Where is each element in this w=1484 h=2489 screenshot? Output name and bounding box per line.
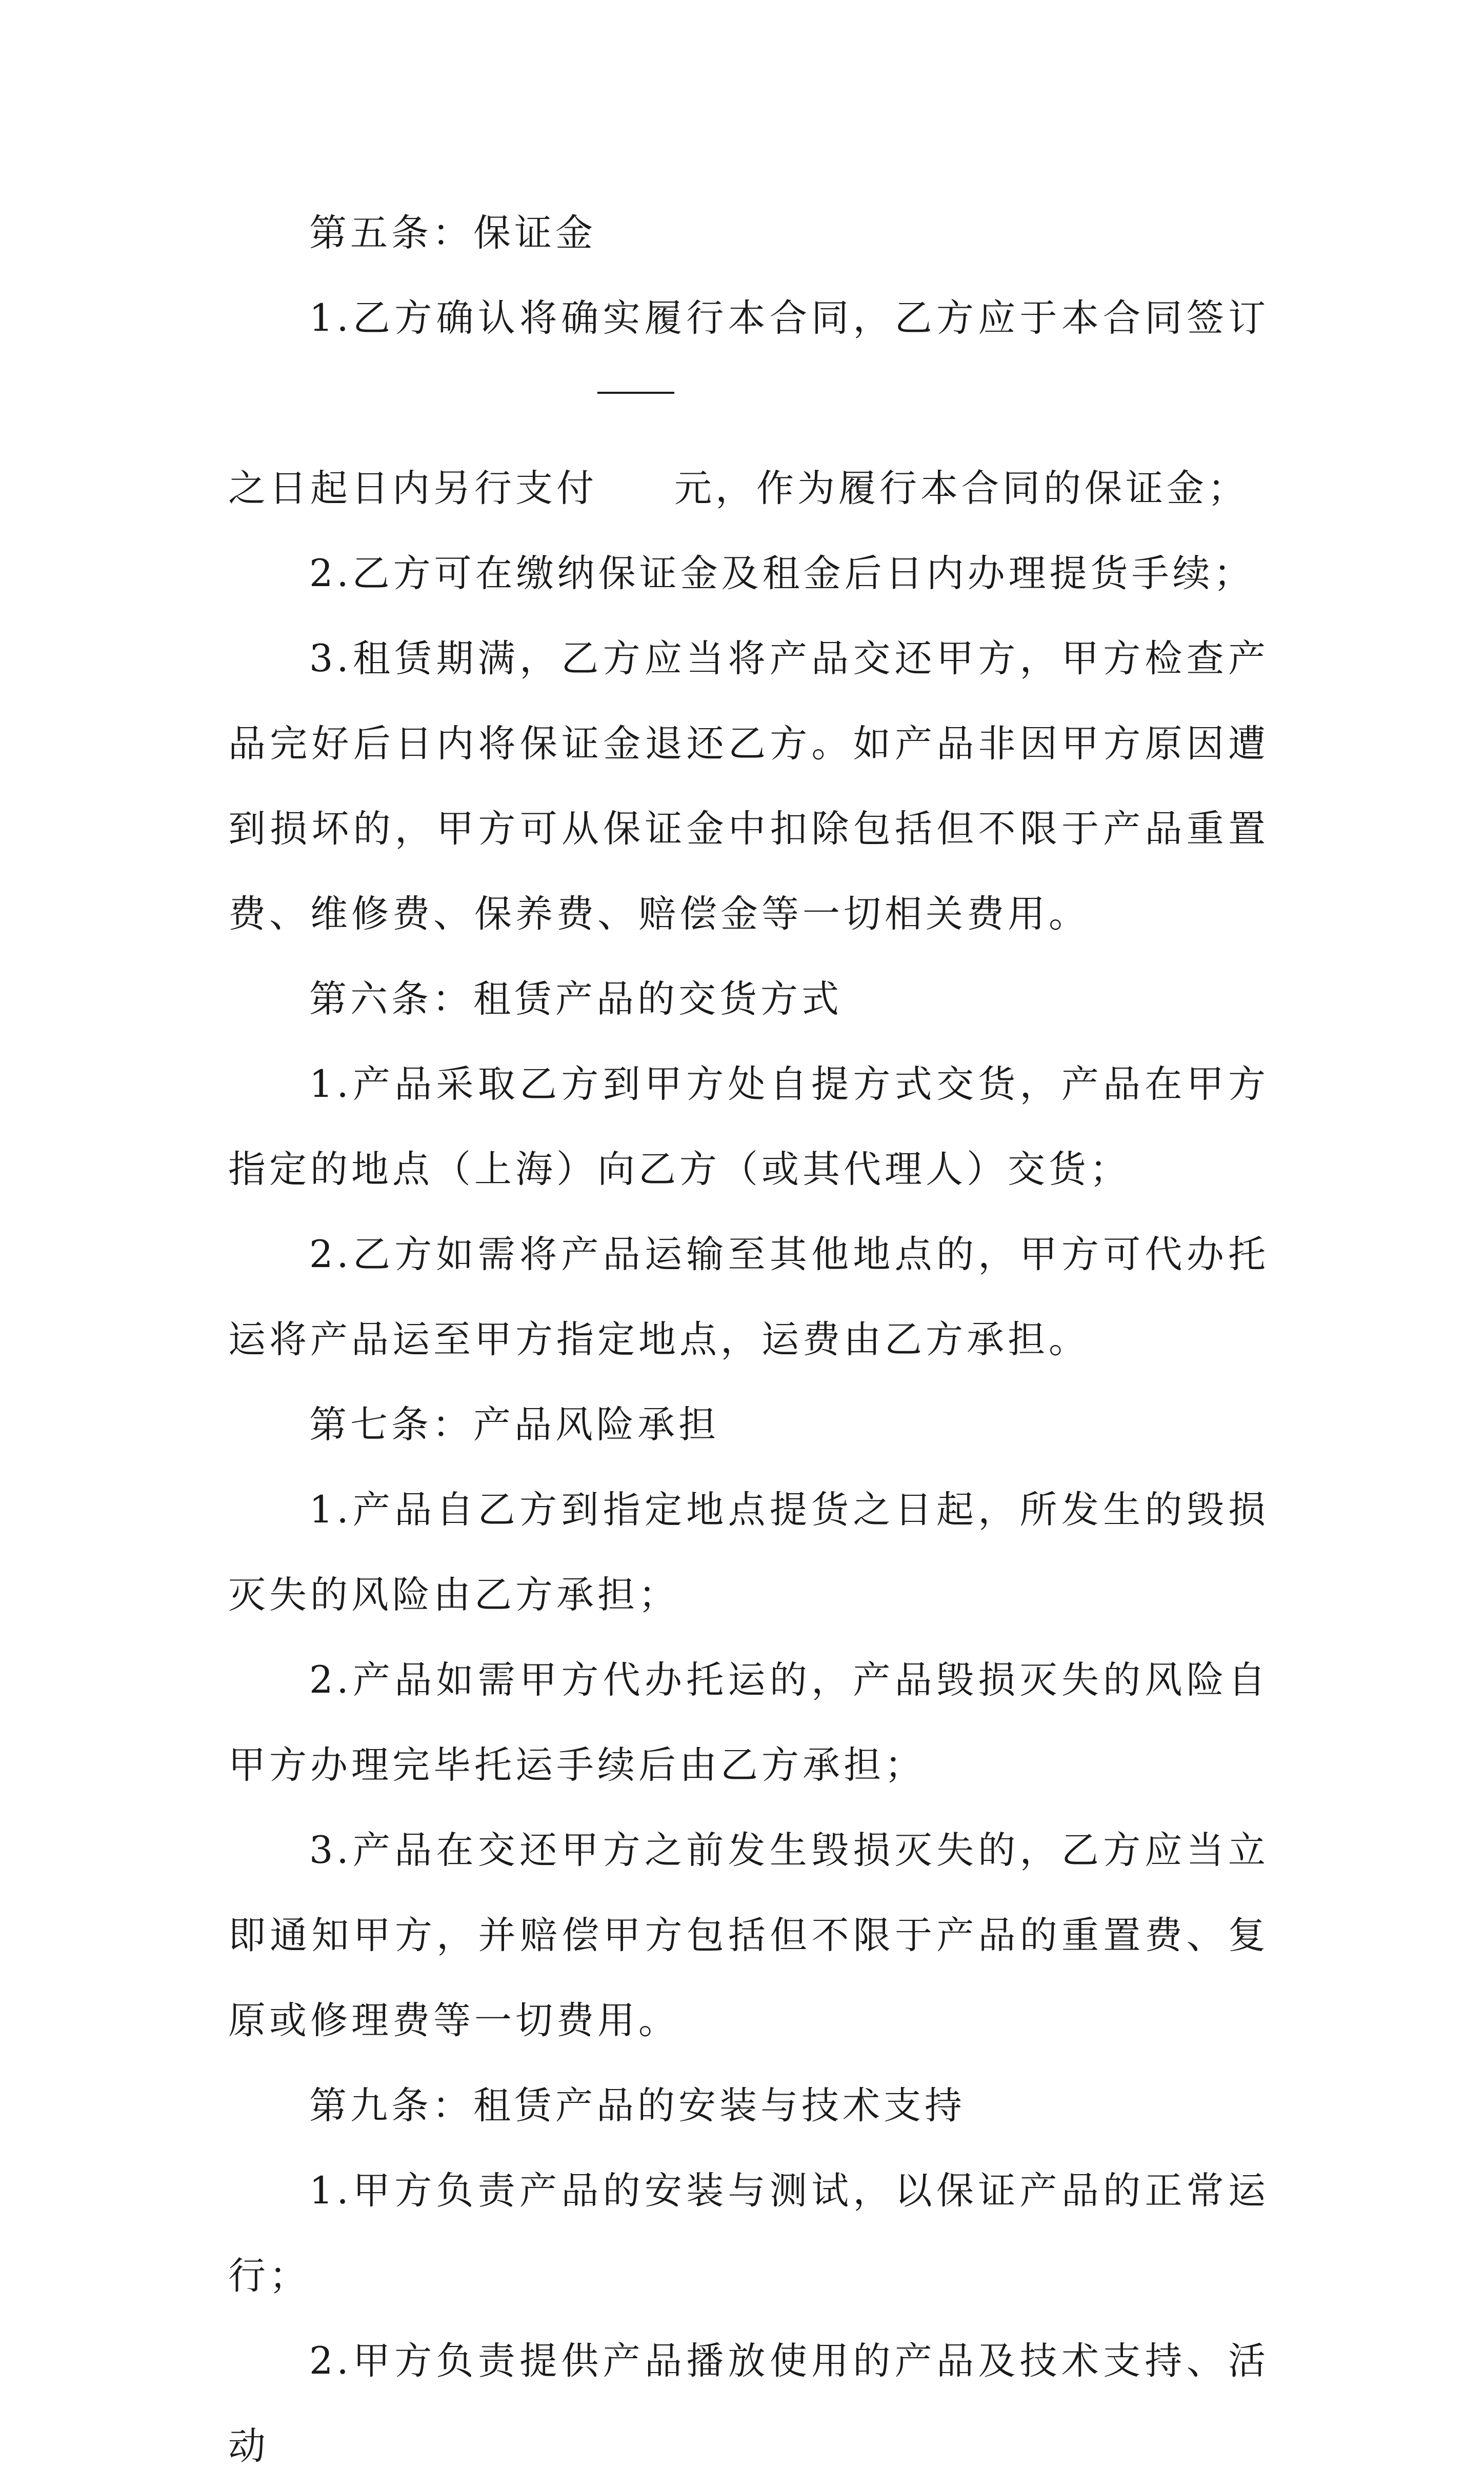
section-heading-9: 第九条：租赁产品的安装与技术支持 — [309, 2084, 966, 2127]
section-heading-5: 第五条：保证金 — [309, 211, 596, 255]
clause-6-2: 2.乙方如需将产品运输至其他地点的，甲方可代办托运将产品运至甲方指定地点，运费由乙方承担。 — [228, 1233, 1269, 1361]
document-body — [228, 191, 1269, 2489]
clause-5-1 — [228, 276, 1269, 531]
clause-9-1: 1.甲方负责产品的安装与测试，以保证产品的正常运行； — [228, 2169, 1269, 2298]
clause-5-1-text-after: 元，作为履行本合同的保证金； — [674, 467, 1249, 510]
clause-7-3: 3.产品在交还甲方之前发生毁损灭失的，乙方应当立即通知甲方，并赔偿甲方包括但不限于产品的重置费、复原或修理费等一切费用。 — [228, 1829, 1269, 2042]
clause-6-1: 1.产品采取乙方到甲方处自提方式交货，产品在甲方指定的地点（上海）向乙方（或其代理人）交货； — [228, 1062, 1269, 1191]
clause-5-2: 2.乙方可在缴纳保证金及租金后日内办理提货手续； — [309, 552, 1255, 595]
clause-7-1: 1.产品自乙方到指定地点提货之日起，所发生的毁损灭失的风险由乙方承担； — [228, 1488, 1269, 1617]
section-heading-7: 第七条：产品风险承担 — [309, 1403, 719, 1447]
clause-5-3: 3.租赁期满，乙方应当将产品交还甲方，甲方检查产品完好后日内将保证金退还乙方。如产品非因甲方原因遭到损坏的，甲方可从保证金中扣除包括但不限于产品重置费、维修费、保养费、赔偿金等一切相关费用。 — [228, 637, 1269, 936]
clause-9-2: 2.甲方负责提供产品播放使用的产品及技术支持、活动 — [228, 2339, 1269, 2468]
deposit-amount-blank — [597, 361, 674, 394]
clause-7-2: 2.产品如需甲方代办托运的，产品毁损灭失的风险自甲方办理完毕托运手续后由乙方承担； — [228, 1658, 1269, 1787]
section-heading-6: 第六条：租赁产品的交货方式 — [309, 977, 843, 1021]
clause-5-1-text-before: 1.乙方确认将确实履行本合同，乙方应于本合同签订之日起日内另行支付 — [228, 296, 1269, 510]
